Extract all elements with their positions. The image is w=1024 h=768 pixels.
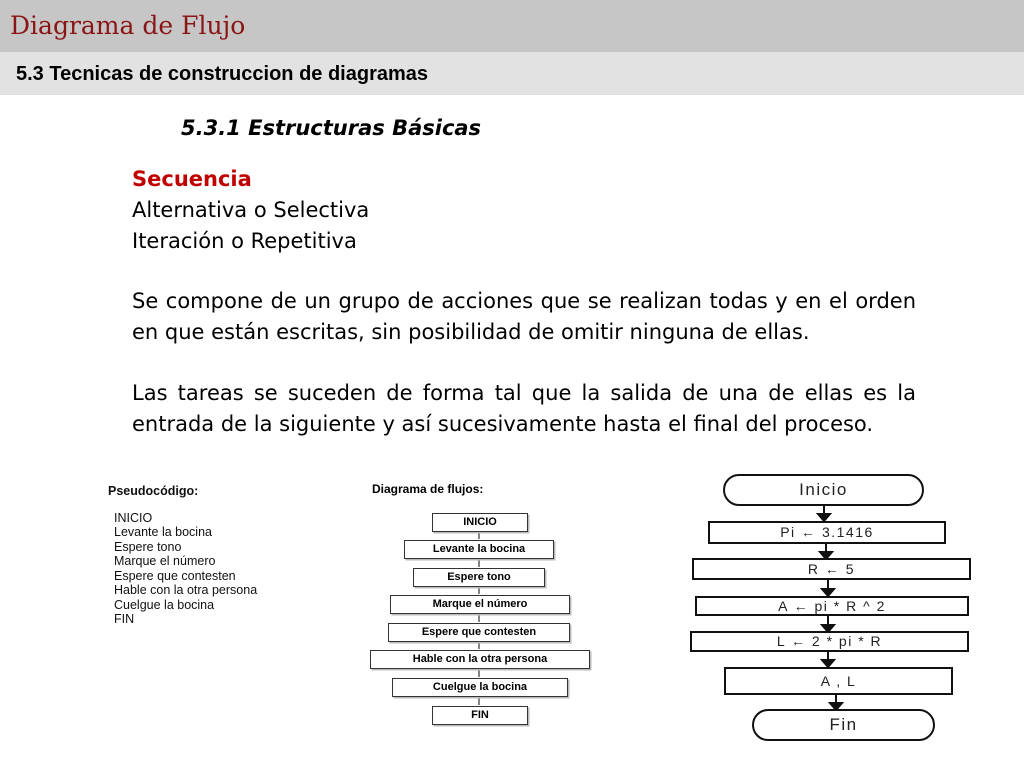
- list-item-iteracion: Iteración o Repetitiva: [132, 229, 357, 253]
- list-item-secuencia: Secuencia: [132, 167, 252, 191]
- pseudocode-step: Espere tono: [114, 539, 182, 554]
- flow-box-fin: FIN: [432, 706, 528, 725]
- pseudocode-end: FIN: [114, 612, 135, 626]
- pseudocode-step: Levante la bocina: [114, 525, 212, 539]
- slide-subtitle: 5.3 Tecnicas de construccion de diagramas: [16, 63, 429, 85]
- paragraph-2: Las tareas se suceden de forma tal que la salida de una de ellas es la entrada de la siguiente y así sucesivamente hasta el final del proceso.: [132, 381, 916, 436]
- example-output: A , L: [724, 667, 953, 695]
- pseudocode-step: Cuelgue la bocina: [114, 597, 215, 612]
- flow-box-inicio: INICIO: [432, 513, 528, 532]
- example-process-length: L ← 2 * pi * R: [690, 631, 969, 652]
- pseudocode-start: INICIO: [114, 510, 153, 525]
- example-end-terminal: Fin: [752, 709, 935, 741]
- slide-title: Diagrama de Flujo: [10, 11, 246, 40]
- example-process-r: R ← 5: [692, 558, 971, 580]
- paragraph-1: Se compone de un grupo de acciones que se realizan todas y en el orden en que están escritas, sin posibilidad de omitir ninguna de ellas.: [132, 289, 916, 344]
- pseudocode-step: Hable con la otra persona: [114, 583, 258, 597]
- pseudocode-step: Espere que contesten: [114, 568, 236, 583]
- flow-box-step: Levante la bocina: [404, 540, 554, 559]
- example-process-pi: Pi ← 3.1416: [708, 521, 946, 544]
- section-heading: 5.3.1 Estructuras Básicas: [181, 116, 482, 140]
- flow-box-step: Marque el número: [390, 595, 570, 614]
- pseudocode-step: Marque el número: [114, 554, 216, 568]
- pseudocode-title: Pseudocódigo:: [108, 484, 199, 498]
- flowchart-title: Diagrama de flujos:: [372, 482, 484, 496]
- example-start-terminal: Inicio: [723, 474, 924, 506]
- example-process-area: A ← pi * R ^ 2: [695, 596, 969, 616]
- flow-box-step: Espere que contesten: [388, 623, 570, 642]
- flow-box-step: Hable con la otra persona: [370, 650, 590, 669]
- list-item-alternativa: Alternativa o Selectiva: [132, 198, 370, 222]
- flow-box-step: Cuelgue la bocina: [392, 678, 568, 697]
- flow-box-step: Espere tono: [413, 568, 545, 587]
